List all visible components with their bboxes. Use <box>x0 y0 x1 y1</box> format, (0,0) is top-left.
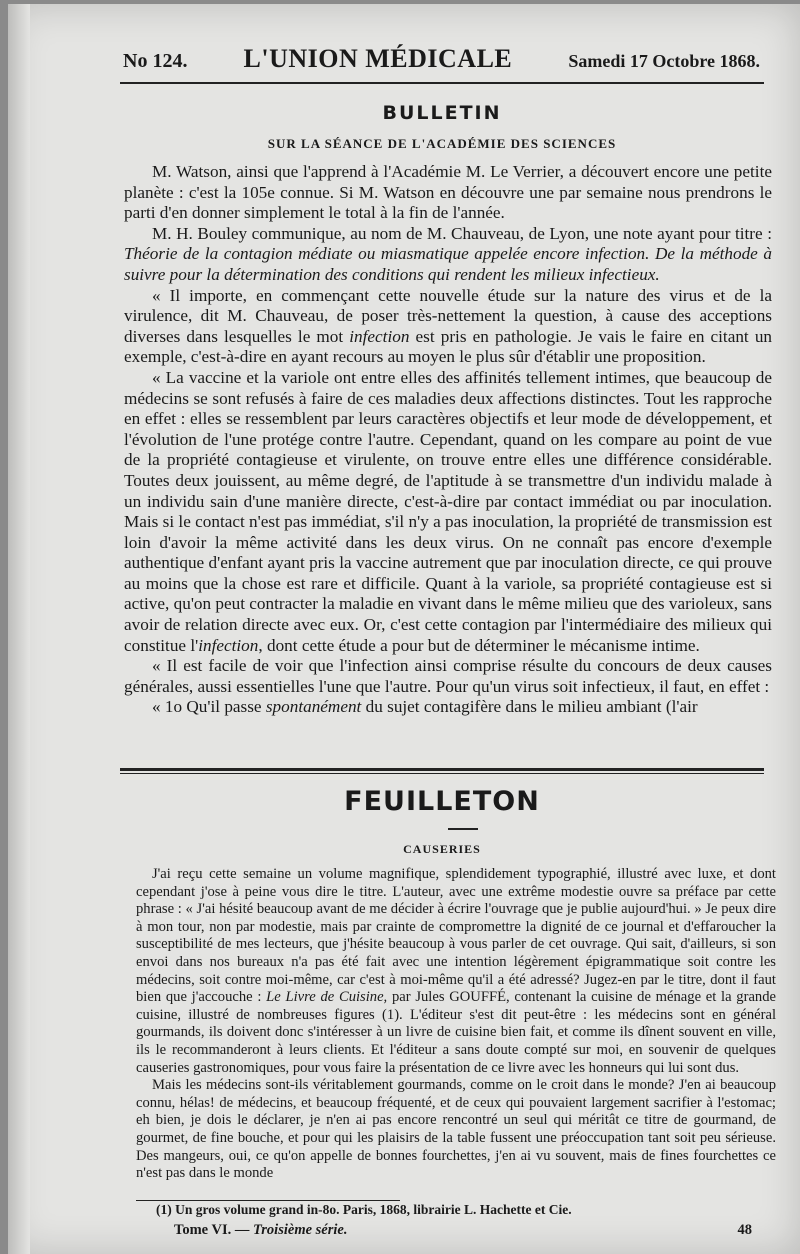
feuilleton-title: FEUILLETON <box>344 786 540 817</box>
feuilleton-rule-thin <box>120 773 764 774</box>
bulletin-paragraph: « 1o Qu'il passe spontanément du sujet contagifère dans le milieu ambiant (l'air <box>152 697 698 717</box>
volume-info: Tome VI. — Troisième série. <box>174 1222 348 1238</box>
feuilleton-rule <box>120 768 764 771</box>
bulletin-paragraph: « La vaccine et la variole ont entre elles des affinités tellement intimes, que beaucoup de médecins se sont refusés à faire de ces maladies deux affections distinctes. Tout les rapproche en effet : elles se ressemblent par leurs caractères objectifs et leur mode de développement, et l'évolution de l'une protége contre l'autre. Cependant, quand on les compare au point de vue de la propriété contagieuse et virulente, on trouve entre elles une différence considérable. Toutes deux jouissent, au même degré, de l'aptitude à se transmettre d'un individu malade à un individu sain d'une manière directe, c'est-à-dire par contact immédiat ou par inoculation. Mais si le contact n'est pas immédiat, s'il n'y a pas inoculation, la propriété de transmission est loin d'avoir la même activité dans les deux virus. On ne connaît pas encore d'exemple authentique d'enfant ayant pris la vaccine autrement que par inoculation directe, ce qui prouve au moins que la chose est rare et difficile. Quant à la variole, sa propriété contagieuse est si active, qu'on peut contracter la maladie en vivant dans le même milieu que des varioleux, sans avoir de relation directe avec eux. Or, c'est cette contagion par l'intermédiaire des milieux qui constitue l'infection, dont cette étude a pour but de déterminer le mécanisme intime. <box>124 367 772 655</box>
issue-number: No 124. <box>123 50 188 72</box>
page-gutter <box>8 4 30 1254</box>
page-header <box>123 44 760 78</box>
bulletin-title: BULLETIN <box>382 102 502 124</box>
bulletin-paragraph: « Il importe, en commençant cette nouvelle étude sur la nature des virus et de la virulence, dit M. Chauveau, de poser très-nettement la question, à cause des acceptions diverses dans lesquelles le mot infection est pris en pathologie. Je vais le faire en citant un exemple, c'est-à-dire en ayant recours au moyen le plus sûr d'établir une proposition. <box>124 285 773 367</box>
title-dash <box>448 828 478 830</box>
feuilleton-paragraph: Mais les médecins sont-ils véritablement gourmands, comme on le croit dans le monde? J'en ai beaucoup connu, hélas! de médecins, et beaucoup fréquenté, et de ceux qui pouvaient largement sacrifier à l'estomac; eh bien, je dois le déclarer, je n'en ai pas encore rencontré un seul qui méritât ce titre de gourmand, de gourmet, de fine bouche, et pour qui les plaisirs de la table fussent une préoccupation tant soit peu sérieuse. Des mangeurs, oui, ce qu'on appelle de bonnes fourchettes, j'en ai vu souvent, mais de fines fourchettes ce n'est pas dans le monde <box>136 1077 776 1182</box>
page-number: 48 <box>737 1222 752 1238</box>
bulletin-subtitle: SUR LA SÉANCE DE L'ACADÉMIE DES SCIENCES <box>267 136 617 151</box>
issue-date: Samedi 17 Octobre 1868. <box>568 51 760 71</box>
journal-title: L'UNION MÉDICALE <box>243 44 513 73</box>
newspaper-page <box>8 4 800 1254</box>
header-rule <box>120 82 764 84</box>
bulletin-paragraph: M. H. Bouley communique, au nom de M. Chauveau, de Lyon, une note ayant pour titre : Théorie de la contagion médiate ou miasmatique appelée encore infection. De la méthode à suivre pour la détermination des conditions qui rendent les milieux infectieux. <box>124 223 772 284</box>
footnote-rule <box>136 1200 400 1201</box>
feuilleton-subtitle: CAUSERIES <box>403 842 481 856</box>
feuilleton-body <box>136 866 776 1183</box>
bulletin-paragraph: « Il est facile de voir que l'infection ainsi comprise résulte du concours de deux causes générales, aussi essentielles l'une que l'autre. Pour qu'un virus soit infectieux, il faut, en effet : <box>124 656 772 696</box>
feuilleton-paragraph: J'ai reçu cette semaine un volume magnifique, splendidement typographié, illustré avec luxe, et dont cependant j'ose à peine vous dire le titre. L'auteur, avec une extrême modestie ouvre sa préface par cette phrase : « J'ai hésité beaucoup avant de me décider à écrire l'ouvrage que je publie aujourd'hui. » Je peux dire à mon tour, non par modestie, mais par crainte de compromettre la dignité de ce journal et d'effaroucher la susceptibilité de mes lecteurs, que j'hésite beaucoup à vous parler de cet ouvrage. Qui sait, d'ailleurs, si son envoi dans nos bureaux n'a pas été fait avec une intention légèrement épigrammatique soit contre les médecins, soit contre moi-même, car c'est à moi-même qu'il a été adressé? Jugez-en par le titre, dont il faut bien que j'accouche : Le Livre de Cuisine, par Jules GOUFFÉ, contenant la cuisine de ménage et la grande cuisine, illustré de nombreuses figures (1). L'éditeur s'est dit peut-être : les médecins sont en général gourmands, ils doivent donc s'intéresser à un livre de cuisine bien fait, et comme ils dînent souvent en ville, ils le recommanderont à leurs clients. Et l'éditeur a sans doute compté sur moi, en souvenir de quelques causeries gastronomiques, pour vous faire la présentation de ce livre avec les honneurs qui lui sont dus. <box>136 866 777 1076</box>
page-footer <box>174 1222 752 1239</box>
bulletin-body <box>124 162 772 718</box>
bulletin-paragraph: M. Watson, ainsi que l'apprend à l'Académie M. Le Verrier, a découvert encore une petite planète : c'est la 105e connue. Si M. Watson en découvre une par semaine nous prendrons le parti d'en donner simplement le total à la fin de l'année. <box>124 162 772 223</box>
footnote: (1) Un gros volume grand in-8o. Paris, 1868, librairie L. Hachette et Cie. <box>156 1202 572 1217</box>
